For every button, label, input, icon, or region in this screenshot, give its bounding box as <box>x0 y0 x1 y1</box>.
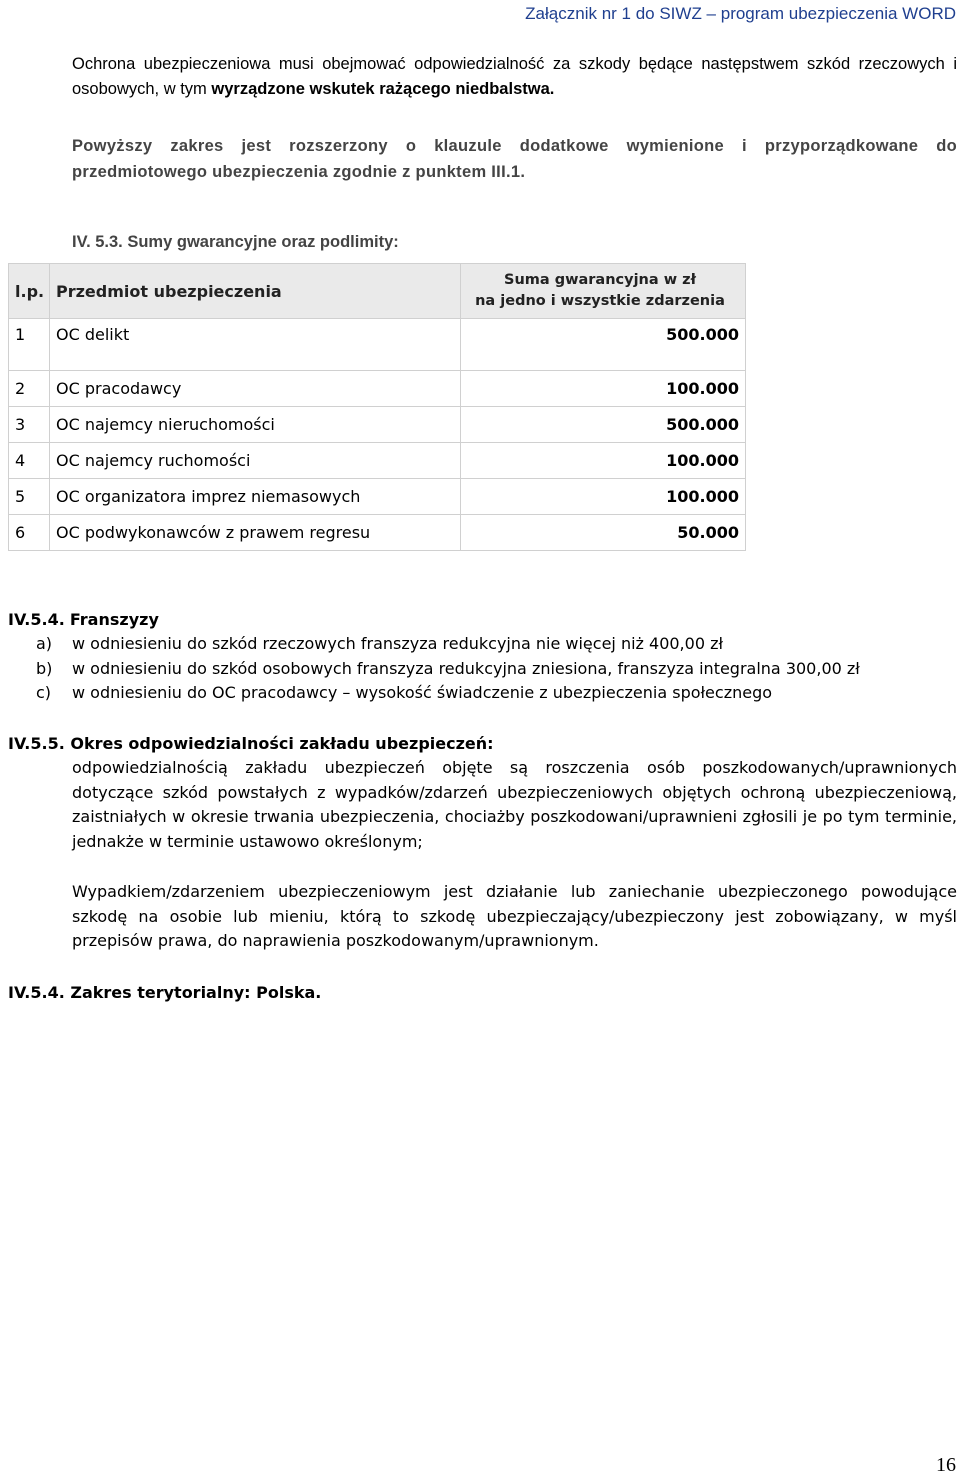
table-row <box>9 371 746 407</box>
document-header: Załącznik nr 1 do SIWZ – program ubezpieczenia WORD <box>525 4 956 23</box>
section-heading-liability-period <box>8 731 494 756</box>
list-item <box>36 681 860 706</box>
list-item-text: w odniesieniu do OC pracodawcy – wysokość świadczenie z ubezpieczenia społecznego <box>72 683 773 702</box>
row-subject: OC najemcy nieruchomości <box>50 407 461 443</box>
section-title: Franszyzy <box>69 610 159 629</box>
list-item <box>36 632 860 657</box>
section-title: IV.5.4. Zakres terytorialny: Polska. <box>8 983 322 1002</box>
row-subject: OC podwykonawców z prawem regresu <box>50 515 461 551</box>
table-row <box>9 479 746 515</box>
limits-table <box>8 263 746 551</box>
section-heading-territory <box>8 980 321 1005</box>
header-sum-line2: na jedno i wszystkie zdarzenia <box>475 293 725 309</box>
list-item-label: b) <box>36 658 53 678</box>
table-row <box>9 515 746 551</box>
section-heading-deductibles <box>8 607 159 632</box>
extension-clauses-paragraph: Powyższy zakres jest rozszerzony o klauzule dodatkowe wymienione i przyporządkowane do przedmiotowego ubezpieczenia zgodnie z punktem III.1. <box>72 137 957 181</box>
page-number: 16 <box>936 1454 956 1476</box>
row-subject: OC pracodawcy <box>50 371 461 407</box>
gross-negligence-text: wyrządzone wskutek rażącego niedbalstwa. <box>211 80 555 98</box>
row-subject: OC najemcy ruchomości <box>50 443 461 479</box>
row-lp: 5 <box>9 479 50 515</box>
header-subject: Przedmiot ubezpieczenia <box>50 264 461 319</box>
header-sum-line1: Suma gwarancyjna w zł <box>504 272 696 288</box>
header-sum <box>461 264 746 319</box>
row-sum: 100.000 <box>461 443 746 479</box>
row-sum: 100.000 <box>461 479 746 515</box>
row-lp: 1 <box>9 319 50 371</box>
row-lp: 4 <box>9 443 50 479</box>
list-item-text: w odniesieniu do szkód rzeczowych franszyza redukcyjna nie więcej niż 400,00 zł <box>72 634 724 653</box>
row-lp: 6 <box>9 515 50 551</box>
header-lp: l.p. <box>9 264 50 319</box>
liability-scope-paragraph <box>72 52 957 102</box>
liability-scope-text: Ochrona ubezpieczeniowa musi obejmować odpowiedzialność za szkody będące następstwem szkód rzeczowych i osobowych, w tym <box>72 55 957 98</box>
row-sum: 500.000 <box>461 407 746 443</box>
deductibles-list <box>36 632 860 706</box>
row-lp: 2 <box>9 371 50 407</box>
list-item-label: a) <box>36 634 53 653</box>
liability-period-paragraph: odpowiedzialnością zakładu ubezpieczeń objęte są roszczenia osób poszkodowanych/uprawnionych dotyczące szkód powstałych z wypadków/zdarzeń ubezpieczeniowych objętych ochroną ubezpieczeniową, zaistniałych w okresie trwania ubezpieczenia, chociażby poszkodowani/uprawnieni zgłosili je po tym terminie, jednakże w terminie ustawowo określonym; <box>72 758 957 852</box>
list-item <box>36 657 860 682</box>
row-lp: 3 <box>9 407 50 443</box>
section-heading-limits: IV. 5.3. Sumy gwarancyjne oraz podlimity: <box>72 233 399 251</box>
section-number: IV.5.4. <box>8 610 65 629</box>
row-subject: OC delikt <box>50 319 461 371</box>
section-title: IV.5.5. Okres odpowiedzialności zakładu ubezpieczeń: <box>8 734 494 753</box>
row-sum: 500.000 <box>461 319 746 371</box>
table-row <box>9 443 746 479</box>
table-row <box>9 319 746 371</box>
row-sum: 100.000 <box>461 371 746 407</box>
table-header-row <box>9 264 746 319</box>
insurance-event-paragraph: Wypadkiem/zdarzeniem ubezpieczeniowym jest działanie lub zaniechanie ubezpieczonego powodujące szkodę na osobie lub mieniu, którą to szkodę ubezpieczający/ubezpieczony jest zobowiązany, w myśl przepisów prawa, do naprawienia poszkodowanym/uprawnionym. <box>72 882 957 951</box>
list-item-text: w odniesieniu do szkód osobowych franszyza redukcyjna zniesiona, franszyza integralna 300,00 zł <box>72 658 860 678</box>
row-subject: OC organizatora imprez niemasowych <box>50 479 461 515</box>
list-item-label: c) <box>36 683 52 702</box>
row-sum: 50.000 <box>461 515 746 551</box>
table-row <box>9 407 746 443</box>
